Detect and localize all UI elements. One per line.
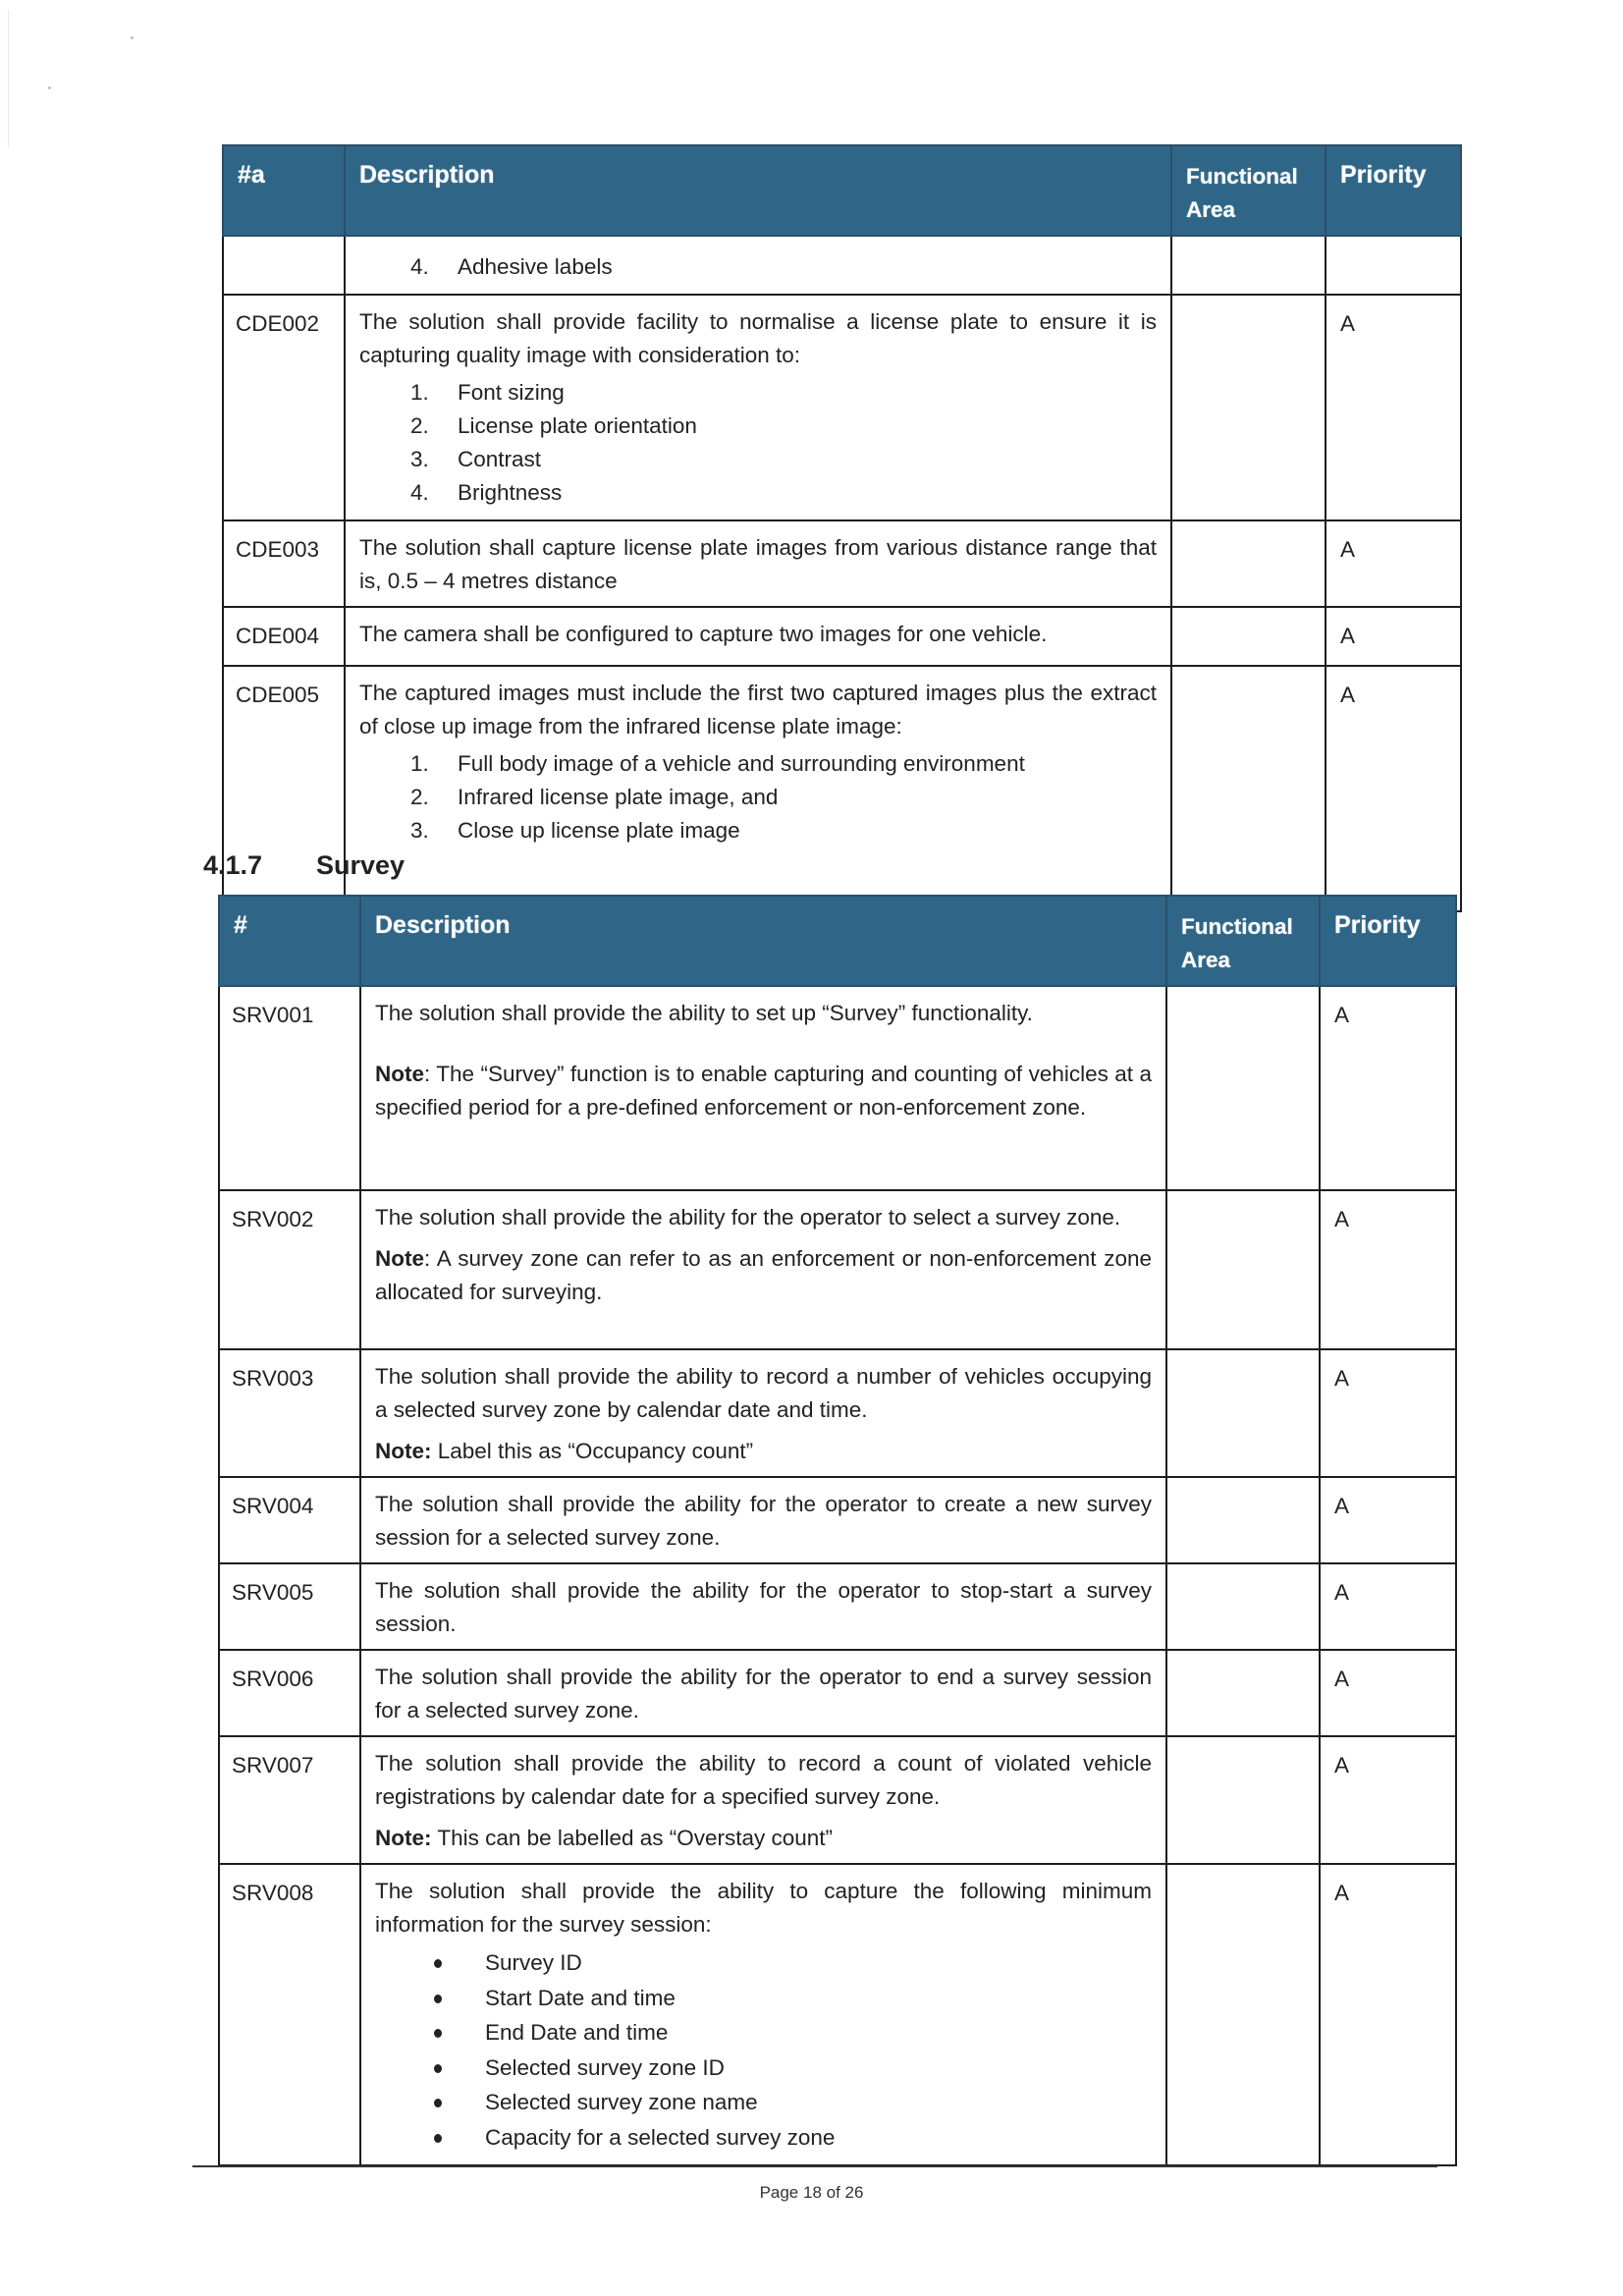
functional-area-value: [1172, 237, 1325, 260]
requirement-note: [375, 1242, 1152, 1309]
priority-cell: [1320, 1477, 1456, 1563]
note-label: Note:: [375, 1439, 432, 1463]
table-row: [219, 986, 1456, 1190]
list-item: Start Date and time: [375, 1981, 1152, 2016]
functional-area-value: [1167, 1651, 1319, 1674]
requirement-id: SRV002: [232, 1207, 314, 1231]
requirement-id: SRV001: [232, 1003, 314, 1027]
requirement-id-cell: [223, 607, 345, 666]
priority-cell: [1325, 520, 1461, 607]
requirement-text: The camera shall be configured to capture two images for one vehicle.: [359, 622, 1048, 646]
table-row: [223, 295, 1461, 520]
requirement-text: The solution shall provide the ability to set up “Survey” functionality.: [375, 1001, 1033, 1025]
note-text: This can be labelled as “Overstay count”: [431, 1826, 834, 1850]
priority-cell: [1320, 1736, 1456, 1864]
requirement-text: The solution shall provide facility to normalise a license plate to ensure it is capturing quality image with consideration to:: [359, 309, 1157, 367]
section-number: 4.1.7: [203, 850, 263, 880]
list-item: 2. License plate orientation: [410, 413, 697, 438]
functional-area-cell: [1171, 666, 1325, 911]
list-item: 1. Font sizing: [410, 380, 565, 405]
requirement-description-cell: [360, 1563, 1166, 1650]
requirement-id: CDE002: [236, 311, 320, 336]
column-header-id: #: [219, 896, 360, 986]
functional-area-value: [1172, 667, 1325, 690]
requirement-description-cell: [360, 1736, 1166, 1864]
requirement-description-cell: [360, 986, 1166, 1190]
priority-value: A: [1334, 1667, 1350, 1691]
requirement-text: The solution shall provide the ability for the operator to select a survey zone.: [375, 1205, 1121, 1230]
note-label: Note: [375, 1246, 424, 1271]
functional-area-value: [1167, 987, 1319, 1011]
table-row: [223, 236, 1461, 295]
priority-value: A: [1334, 1003, 1350, 1027]
functional-area-value: [1167, 1350, 1319, 1374]
requirement-text: The solution shall provide the ability for the operator to stop-start a survey session.: [375, 1578, 1152, 1636]
bullet-icon: [434, 2029, 442, 2038]
requirement-id: [224, 237, 344, 256]
table-row: [219, 1736, 1456, 1864]
requirement-id-cell: [219, 1650, 360, 1736]
table-row: [219, 1190, 1456, 1349]
column-header-description: Description: [345, 145, 1171, 236]
requirements-table-survey: [218, 895, 1457, 2166]
priority-cell: [1320, 1563, 1456, 1650]
requirement-text: The captured images must include the first two captured images plus the extract of close up image from the infrared license plate image:: [359, 681, 1157, 738]
requirement-id: SRV007: [232, 1753, 314, 1777]
table-header-row: [219, 896, 1456, 986]
numbered-list: [359, 376, 1157, 510]
priority-cell: [1325, 607, 1461, 666]
requirement-description-cell: [345, 666, 1171, 911]
scan-artifact-line: [8, 10, 9, 147]
priority-cell: [1325, 666, 1461, 911]
requirement-id: CDE004: [236, 624, 320, 648]
table-row: [219, 1650, 1456, 1736]
requirement-id-cell: [219, 1190, 360, 1349]
requirement-id-cell: [219, 1864, 360, 2165]
table-row: [219, 1477, 1456, 1563]
requirement-note: [375, 1058, 1152, 1124]
list-item: Selected survey zone ID: [375, 2050, 1152, 2086]
priority-cell: [1320, 1650, 1456, 1736]
requirement-id-cell: [219, 1563, 360, 1650]
requirement-description-cell: [345, 236, 1171, 295]
priority-cell: [1325, 295, 1461, 520]
priority-value: [1326, 237, 1460, 260]
list-item: Selected survey zone name: [375, 2085, 1152, 2120]
list-item: 4. Brightness: [410, 480, 563, 505]
bullet-icon: [434, 1959, 442, 1968]
section-title: Survey: [316, 850, 406, 880]
requirement-id: SRV008: [232, 1881, 314, 1905]
note-label: Note:: [375, 1826, 432, 1850]
table-row: [223, 666, 1461, 911]
functional-area-value: [1172, 521, 1325, 545]
priority-value: A: [1340, 624, 1356, 648]
table-row: [223, 607, 1461, 666]
priority-value: A: [1340, 683, 1356, 707]
functional-area-value: [1172, 296, 1325, 319]
column-header-priority: Priority: [1325, 145, 1461, 236]
requirement-text: The solution shall capture license plate images from various distance range that is, 0.5 – 4 metres distance: [359, 535, 1157, 593]
requirement-id: SRV005: [232, 1580, 314, 1605]
requirement-id-cell: [223, 295, 345, 520]
functional-area-cell: [1166, 1477, 1320, 1563]
requirement-id-cell: [219, 986, 360, 1190]
table-row: [219, 1864, 1456, 2165]
requirement-id-cell: [219, 1736, 360, 1864]
requirement-text: The solution shall provide the ability to record a count of violated vehicle registrations by calendar date for a specified survey zone.: [375, 1751, 1152, 1809]
functional-area-cell: [1171, 520, 1325, 607]
functional-area-value: [1167, 1564, 1319, 1588]
requirement-id: SRV006: [232, 1667, 314, 1691]
requirement-description-cell: [345, 607, 1171, 666]
functional-area-cell: [1166, 986, 1320, 1190]
scan-artifact-speck: [48, 86, 51, 89]
requirement-description-cell: [345, 520, 1171, 607]
functional-area-cell: [1166, 1349, 1320, 1477]
requirement-id: SRV004: [232, 1494, 314, 1518]
functional-area-cell: [1166, 1864, 1320, 2165]
priority-cell: [1325, 236, 1461, 295]
functional-area-cell: [1166, 1563, 1320, 1650]
functional-area-cell: [1166, 1650, 1320, 1736]
list-item: 2. Infrared license plate image, and: [410, 785, 779, 809]
note-text: : A survey zone can refer to as an enforcement or non-enforcement zone allocated for surveying.: [375, 1246, 1152, 1304]
column-header-description: Description: [360, 896, 1166, 986]
list-item: 3. Close up license plate image: [410, 818, 740, 843]
priority-value: A: [1334, 1494, 1350, 1518]
priority-cell: [1320, 1349, 1456, 1477]
requirement-description-cell: [360, 1864, 1166, 2165]
section-heading: [203, 850, 405, 881]
priority-value: A: [1334, 1881, 1350, 1905]
requirement-text: The solution shall provide the ability for the operator to create a new survey session for a selected survey zone.: [375, 1492, 1152, 1550]
priority-value: A: [1334, 1207, 1350, 1231]
requirement-description-cell: [360, 1349, 1166, 1477]
requirement-id: CDE003: [236, 537, 320, 562]
requirement-id-cell: [219, 1349, 360, 1477]
functional-area-cell: [1171, 236, 1325, 295]
list-item: 3. Contrast: [410, 447, 542, 471]
functional-area-value: [1167, 1865, 1319, 1888]
column-header-functional-area: Functional Area: [1166, 896, 1320, 986]
requirement-text: The solution shall provide the ability to record a number of vehicles occupying a selected survey zone by calendar date and time.: [375, 1364, 1152, 1422]
requirements-table-cde: [222, 144, 1462, 912]
priority-value: A: [1340, 537, 1356, 562]
functional-area-cell: [1171, 295, 1325, 520]
requirement-description-cell: [360, 1650, 1166, 1736]
column-header-priority: Priority: [1320, 896, 1456, 986]
requirement-text: The solution shall provide the ability for the operator to end a survey session for a selected survey zone.: [375, 1665, 1152, 1722]
requirement-id: CDE005: [236, 683, 320, 707]
note-text: : The “Survey” function is to enable capturing and counting of vehicles at a specified period for a pre-defined enforcement or non-enforcement zone.: [375, 1062, 1152, 1120]
priority-cell: [1320, 1190, 1456, 1349]
functional-area-cell: [1171, 607, 1325, 666]
table-row: [219, 1349, 1456, 1477]
note-text: Label this as “Occupancy count”: [431, 1439, 754, 1463]
numbered-list: [359, 250, 1157, 284]
scan-artifact-speck: [131, 36, 134, 39]
numbered-list: [359, 747, 1157, 847]
list-item: End Date and time: [375, 2015, 1152, 2050]
column-header-id: #a: [223, 145, 345, 236]
list-item: 4. Adhesive labels: [410, 254, 613, 279]
requirement-description-cell: [345, 295, 1171, 520]
requirement-id-cell: [219, 1477, 360, 1563]
requirement-description-cell: [360, 1477, 1166, 1563]
requirement-note: [375, 1435, 1152, 1468]
bullet-icon: [434, 2064, 442, 2073]
column-header-functional-area: Functional Area: [1171, 145, 1325, 236]
requirement-id: SRV003: [232, 1366, 314, 1391]
requirement-text: The solution shall provide the ability to capture the following minimum information for the survey session:: [375, 1879, 1152, 1937]
bullet-list: [375, 1945, 1152, 2155]
priority-value: A: [1334, 1580, 1350, 1605]
bullet-icon: [434, 2099, 442, 2107]
list-item: Capacity for a selected survey zone: [375, 2120, 1152, 2156]
list-item: Survey ID: [375, 1945, 1152, 1981]
functional-area-value: [1167, 1478, 1319, 1502]
priority-value: A: [1334, 1753, 1350, 1777]
table-row: [223, 520, 1461, 607]
bullet-icon: [434, 2134, 442, 2143]
requirement-note: [375, 1822, 1152, 1855]
footer-divider: [192, 2165, 1437, 2167]
priority-value: A: [1340, 311, 1356, 336]
priority-cell: [1320, 986, 1456, 1190]
requirement-description-cell: [360, 1190, 1166, 1349]
priority-value: A: [1334, 1366, 1350, 1391]
table-row: [219, 1563, 1456, 1650]
requirement-id-cell: [223, 236, 345, 295]
functional-area-cell: [1166, 1190, 1320, 1349]
functional-area-cell: [1166, 1736, 1320, 1864]
requirement-id-cell: [223, 520, 345, 607]
table-header-row: [223, 145, 1461, 236]
functional-area-value: [1172, 608, 1325, 631]
page-number: Page 18 of 26: [759, 2183, 864, 2202]
list-item: 1. Full body image of a vehicle and surrounding environment: [410, 751, 1025, 776]
functional-area-value: [1167, 1737, 1319, 1761]
note-label: Note: [375, 1062, 424, 1086]
functional-area-value: [1167, 1191, 1319, 1215]
bullet-icon: [434, 1995, 442, 2003]
priority-cell: [1320, 1864, 1456, 2165]
